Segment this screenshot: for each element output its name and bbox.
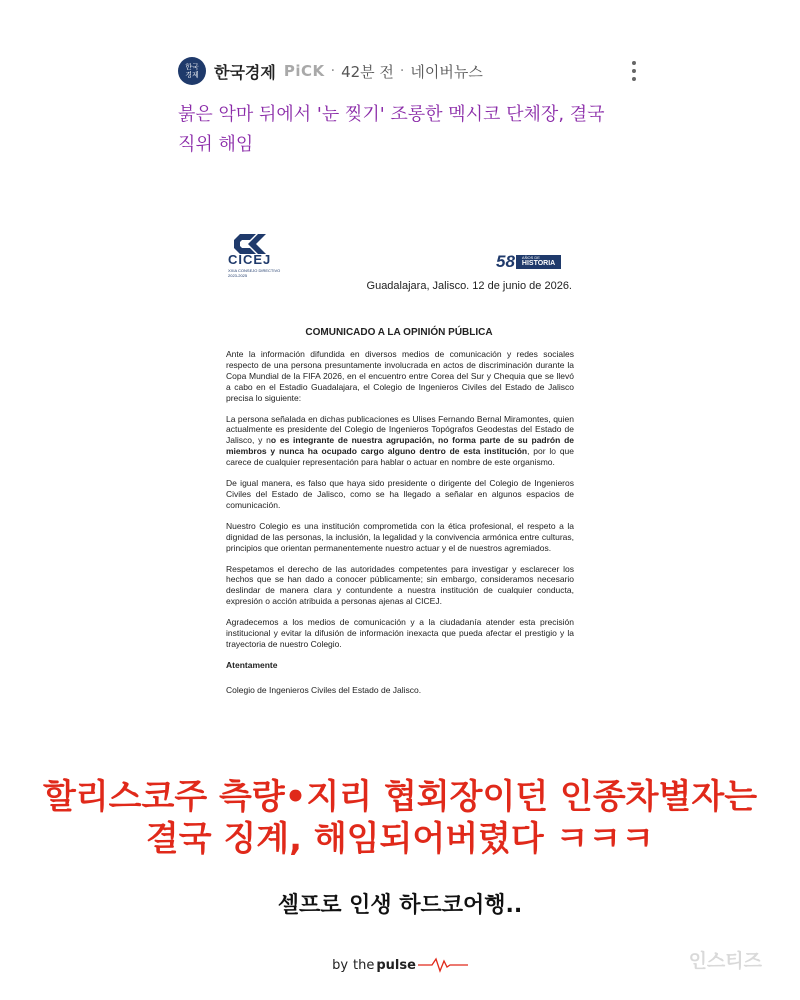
separator-dot: ·: [399, 63, 405, 79]
more-options-icon[interactable]: [630, 59, 638, 83]
paragraph-6: Agradecemos a los medios de comunicación y a la ciudadanía atender esta precisión institucional y evitar la difusión de información inexacta que pueda afectar el prestigio y la trayectoria de nuestro Colegio.: [226, 617, 574, 649]
brand-by: by: [332, 957, 349, 973]
paragraph-4: Nuestro Colegio es una institución comprometida con la ética profesional, el respeto a la dignidad de las personas, la inclusión, la legalidad y la convivencia armónica entre culturas, principios que orientan permanentemente nuestro actuar y el de nuestros agremiados.: [226, 520, 574, 553]
separator-dot: ·: [330, 63, 336, 79]
anniversary-badge: [496, 252, 561, 272]
paragraph-5: Respetamos el derecho de las autoridades competentes para investigar y esclarecer los hechos que se han dado a conocer públicamente; sin embargo, consideramos necesario deslindar de manera clara y contundente a nuestra institución de cualquier conducta, expresión o acción atribuida a personas ajenas al CICEJ.: [226, 563, 574, 607]
pick-badge: PiCK: [283, 62, 325, 80]
brand-pulse: pulse: [376, 957, 416, 973]
news-source-row[interactable]: [178, 56, 638, 86]
watermark: 인스티즈: [688, 950, 762, 972]
years-small-label: AÑOS DE: [521, 255, 540, 260]
article-headline[interactable]: 붉은 악마 뒤에서 '눈 찢기' 조롱한 멕시코 단체장, 결국 직위 해임: [178, 104, 605, 155]
paragraph-3: De igual manera, es falso que haya sido presidente o dirigente del Colegio de Ingenieros Civiles del Estado de Jalisco, como se ha llegado a señalar en algunos espacios de comunicación.: [226, 478, 574, 510]
org-acronym: CICEJ: [228, 252, 272, 267]
paragraph-2: La persona señalada en dichas publicaciones es Ulises Fernando Bernal Miramontes, quien actualmente es presidente del Colegio de Ingenieros Topógrafos Geodestas del Estado de Jalisco, y no es integrante de nuestra agrupación, no forma parte de su padrón de miembros y nunca ha ocupado cargo alguno dentro de esta institución, por lo que carece de cualquier representación para hablar o actuar en nombre de este organismo.: [226, 413, 575, 468]
years-word-label: HISTORIA: [521, 260, 556, 267]
paragraph-1: Ante la información difundida en diversos medios de comunicación y redes sociales respecto de una persona presuntamente involucrada en actos de discriminación durante la Copa Mundial de la FIFA 2026, en el encuentro entre Corea del Sur y Chequia que se llevó a cabo en el Estadio Guadalajara, el Colegio de Ingenieros Civiles del Estado de Jalisco precisa lo siguiente:: [226, 349, 574, 403]
document-body: [226, 349, 574, 706]
logo-text: 한국 경제: [185, 63, 199, 79]
org-subtitle: XXIA CONSEJO DIRECTIVO 2023-2025: [228, 268, 281, 278]
brand-logo: [0, 955, 800, 975]
brand-the: the: [353, 957, 375, 973]
platform-name: 네이버뉴스: [410, 62, 483, 81]
press-release-document: [222, 226, 574, 746]
black-caption: 셀프로 인생 하드코어행..: [277, 893, 523, 918]
pulse-line-icon: [418, 957, 468, 973]
hankyung-logo-icon: [178, 57, 206, 85]
red-caption-line-1: 할리스코주 측량•지리 협회장이던 인종차별자는: [42, 777, 758, 817]
signature-line: Colegio de Ingenieros Civiles del Estado de Jalisco.: [226, 684, 422, 695]
years-number: 58: [496, 252, 515, 271]
red-caption: [0, 776, 800, 860]
closing-line: Atentamente: [226, 659, 278, 670]
time-ago: 42분 전: [341, 62, 394, 81]
document-date: Guadalajara, Jalisco. 12 de junio de 2026.: [366, 280, 572, 292]
source-name[interactable]: 한국경제: [214, 62, 276, 82]
red-caption-line-2: 결국 징계, 해임되어버렸다 ㅋㅋㅋ: [145, 819, 655, 859]
document-title: COMUNICADO A LA OPINIÓN PÚBLICA: [305, 327, 493, 338]
